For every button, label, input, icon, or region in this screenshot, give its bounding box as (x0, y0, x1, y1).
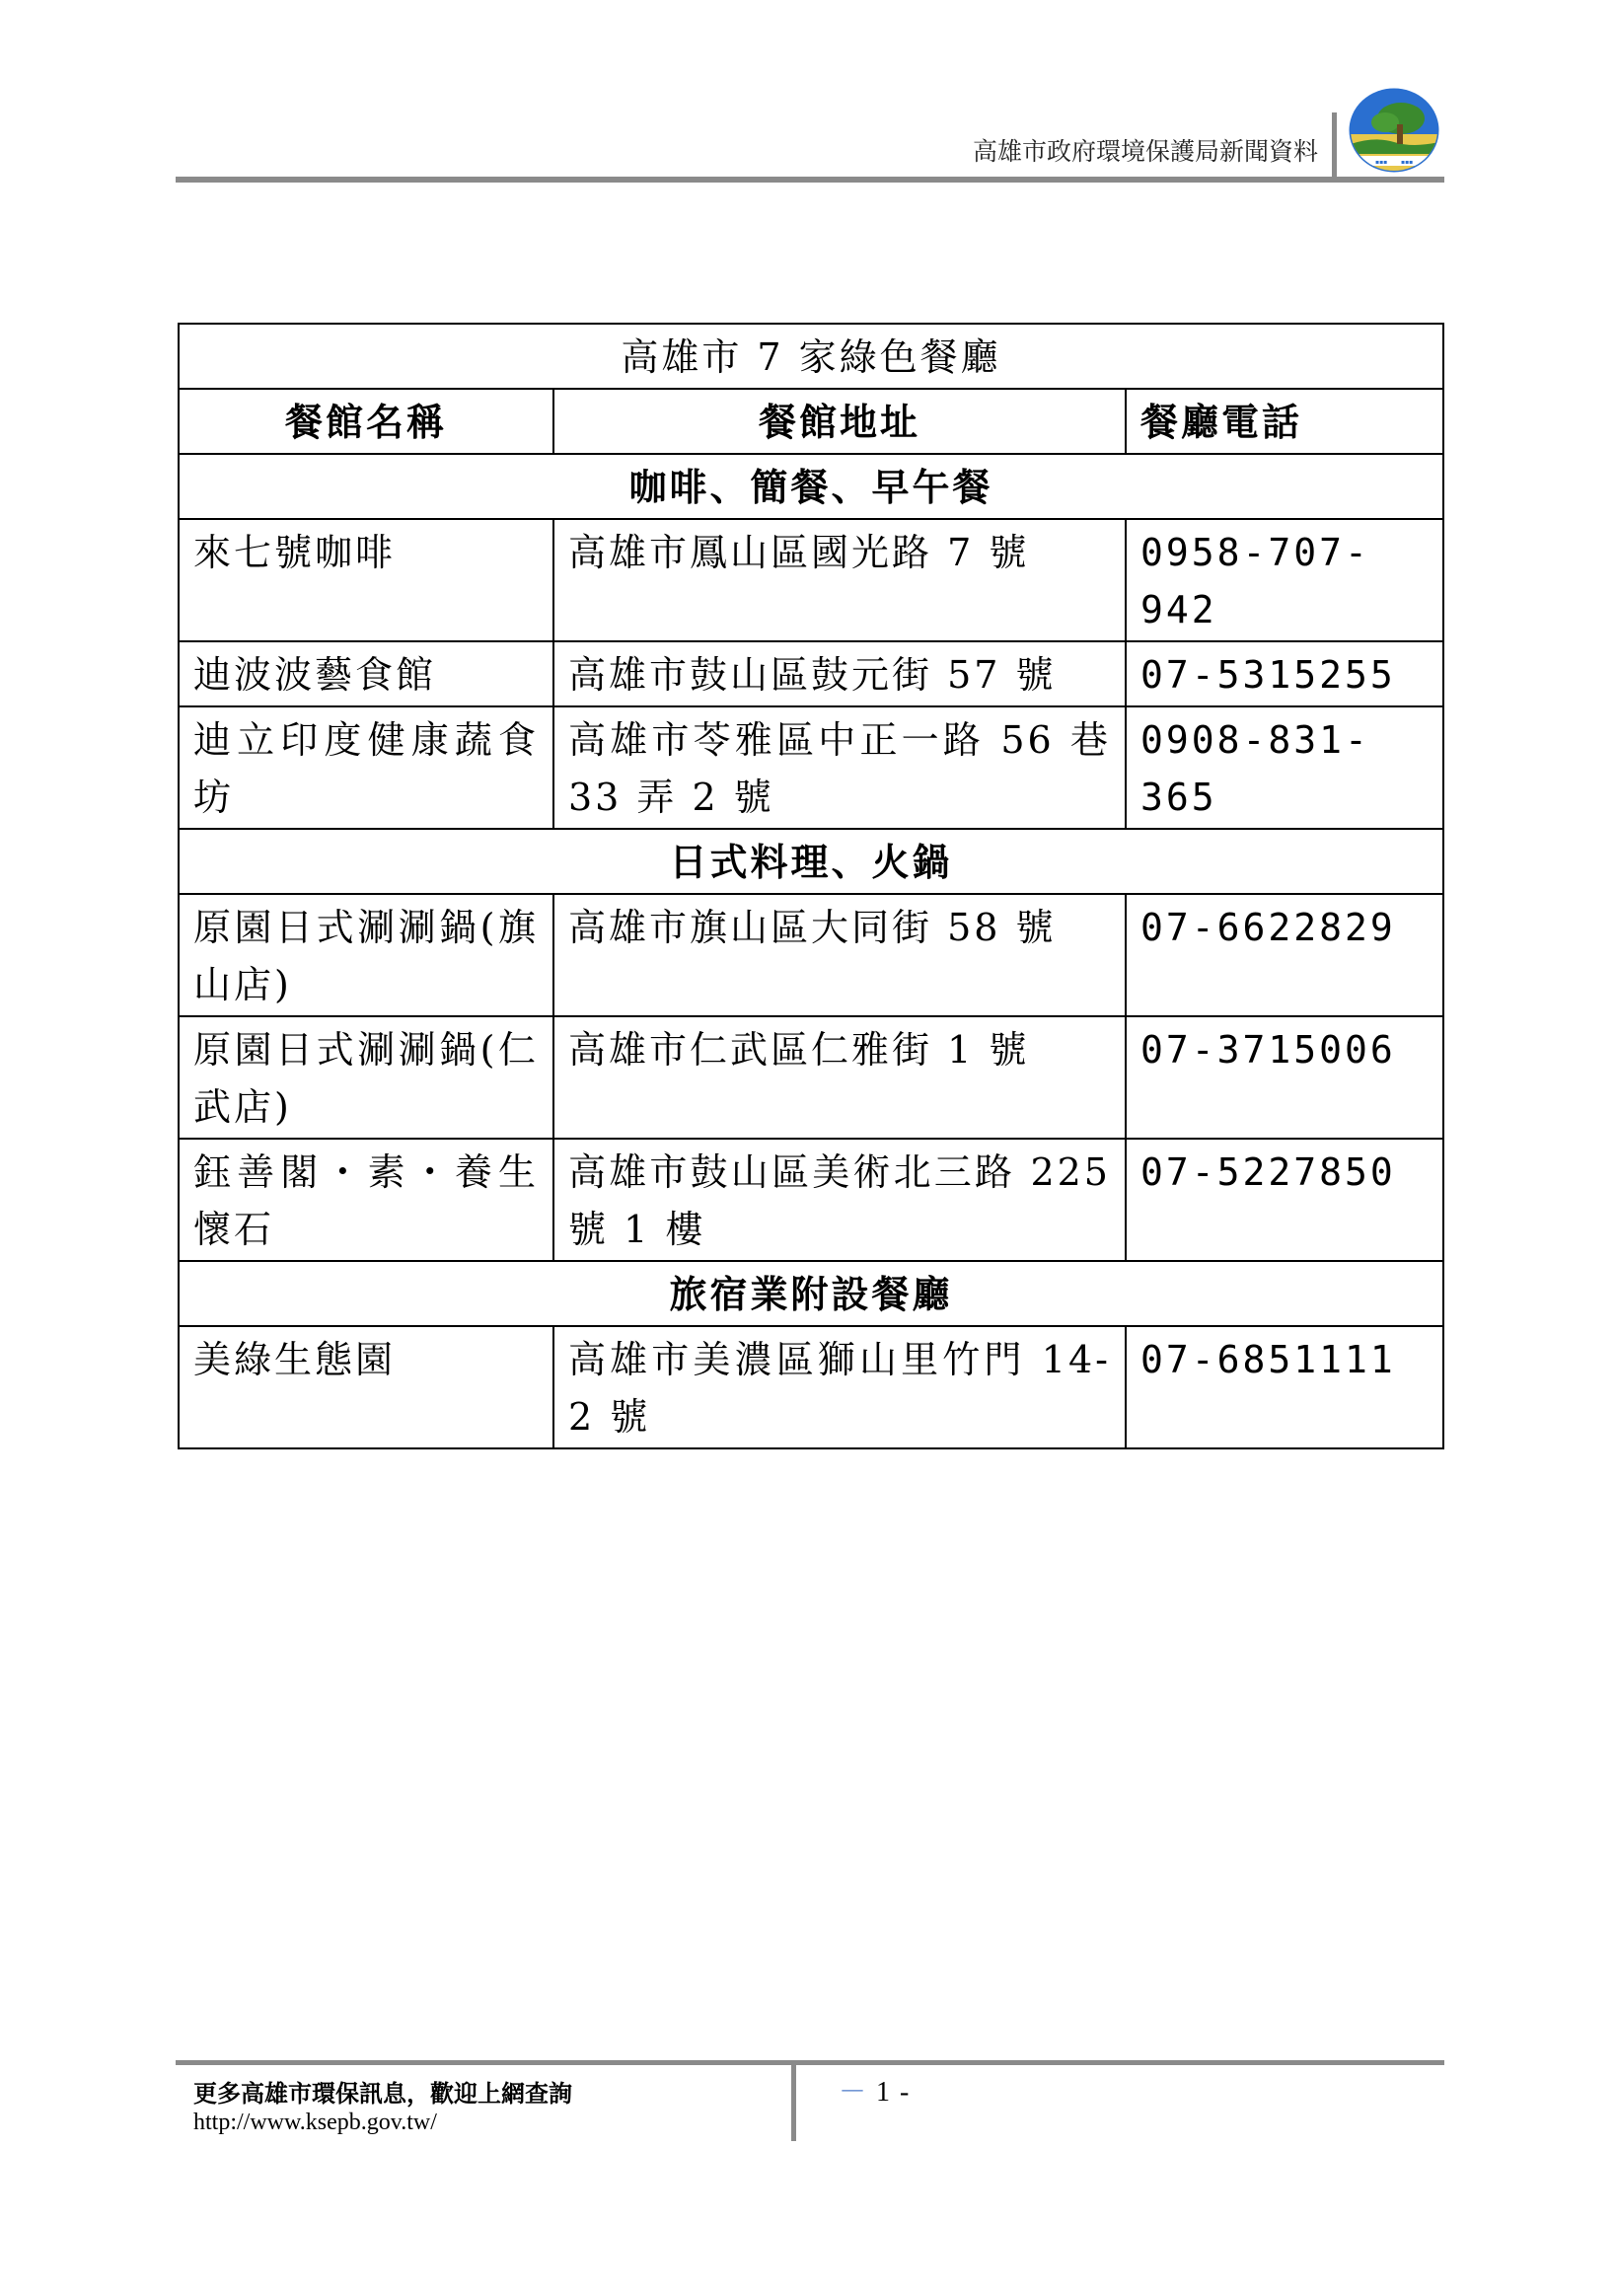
section-title: 咖啡、簡餐、早午餐 (179, 454, 1443, 519)
restaurant-phone: 07-6851111 (1126, 1326, 1443, 1448)
restaurant-phone: 0958-707-942 (1126, 519, 1443, 641)
restaurant-address: 高雄市鼓山區鼓元街 57 號 (553, 641, 1126, 706)
table-caption: 高雄市 7 家綠色餐廳 (179, 324, 1443, 389)
page-number (839, 2070, 918, 2110)
table-row (179, 706, 1443, 829)
footer-text: 更多高雄市環保訊息，歡迎上網查詢 (193, 2080, 572, 2108)
svg-text:▪▪▪: ▪▪▪ (1401, 159, 1414, 166)
restaurant-address: 高雄市鼓山區美術北三路 225 號 1 樓 (553, 1139, 1126, 1261)
restaurant-name: 美綠生態園 (179, 1326, 553, 1448)
restaurant-phone: 07-5315255 (1126, 641, 1443, 706)
section-row (179, 454, 1443, 519)
restaurant-name: 鈺善閣・素・養生懷石 (179, 1139, 553, 1261)
header-title: 高雄市政府環境保護局新聞資料 (972, 137, 1318, 166)
svg-text:▪▪▪: ▪▪▪ (1375, 159, 1388, 166)
green-restaurant-table (178, 323, 1444, 1449)
section-title: 日式料理、火鍋 (179, 829, 1443, 894)
section-row (179, 829, 1443, 894)
restaurant-name: 迪波波藝食館 (179, 641, 553, 706)
table-caption-row (179, 324, 1443, 389)
restaurant-phone: 07-5227850 (1126, 1139, 1443, 1261)
table-row (179, 1139, 1443, 1261)
page-number-value: 1 (876, 2077, 901, 2108)
restaurant-table-wrapper (178, 323, 1444, 1449)
restaurant-name: 迪立印度健康蔬食坊 (179, 706, 553, 829)
restaurant-address: 高雄市苓雅區中正一路 56 巷 33 弄 2 號 (553, 706, 1126, 829)
restaurant-phone: 07-3715006 (1126, 1016, 1443, 1139)
table-row (179, 519, 1443, 641)
restaurant-name: 來七號咖啡 (179, 519, 553, 641)
header-rule (176, 177, 1444, 183)
section-row (179, 1261, 1443, 1326)
restaurant-address: 高雄市美濃區獅山里竹門 14-2 號 (553, 1326, 1126, 1448)
column-header-address: 餐館地址 (553, 389, 1126, 454)
table-row (179, 894, 1443, 1016)
restaurant-address: 高雄市鳳山區國光路 7 號 (553, 519, 1126, 641)
restaurant-address: 高雄市仁武區仁雅街 1 號 (553, 1016, 1126, 1139)
restaurant-address: 高雄市旗山區大同街 58 號 (553, 894, 1126, 1016)
page-number-dash-left: － (839, 2077, 877, 2108)
page-footer (176, 2060, 1444, 2139)
epb-logo-icon (1346, 85, 1442, 174)
restaurant-phone: 07-6622829 (1126, 894, 1443, 1016)
table-row (179, 1326, 1443, 1448)
column-header-phone: 餐廳電話 (1126, 389, 1443, 454)
table-row (179, 641, 1443, 706)
restaurant-name: 原園日式涮涮鍋(旗山店) (179, 894, 553, 1016)
restaurant-phone: 0908-831-365 (1126, 706, 1443, 829)
section-title: 旅宿業附設餐廳 (179, 1261, 1443, 1326)
page-number-dash-right: - (900, 2077, 919, 2108)
table-header-row (179, 389, 1443, 454)
footer-url-link[interactable]: http://www.ksepb.gov.tw/ (193, 2110, 437, 2135)
header-divider (1332, 112, 1337, 182)
column-header-name: 餐館名稱 (179, 389, 553, 454)
footer-divider (791, 2062, 796, 2141)
table-row (179, 1016, 1443, 1139)
footer-rule (176, 2060, 1444, 2065)
page-header (176, 83, 1444, 185)
restaurant-name: 原園日式涮涮鍋(仁武店) (179, 1016, 553, 1139)
